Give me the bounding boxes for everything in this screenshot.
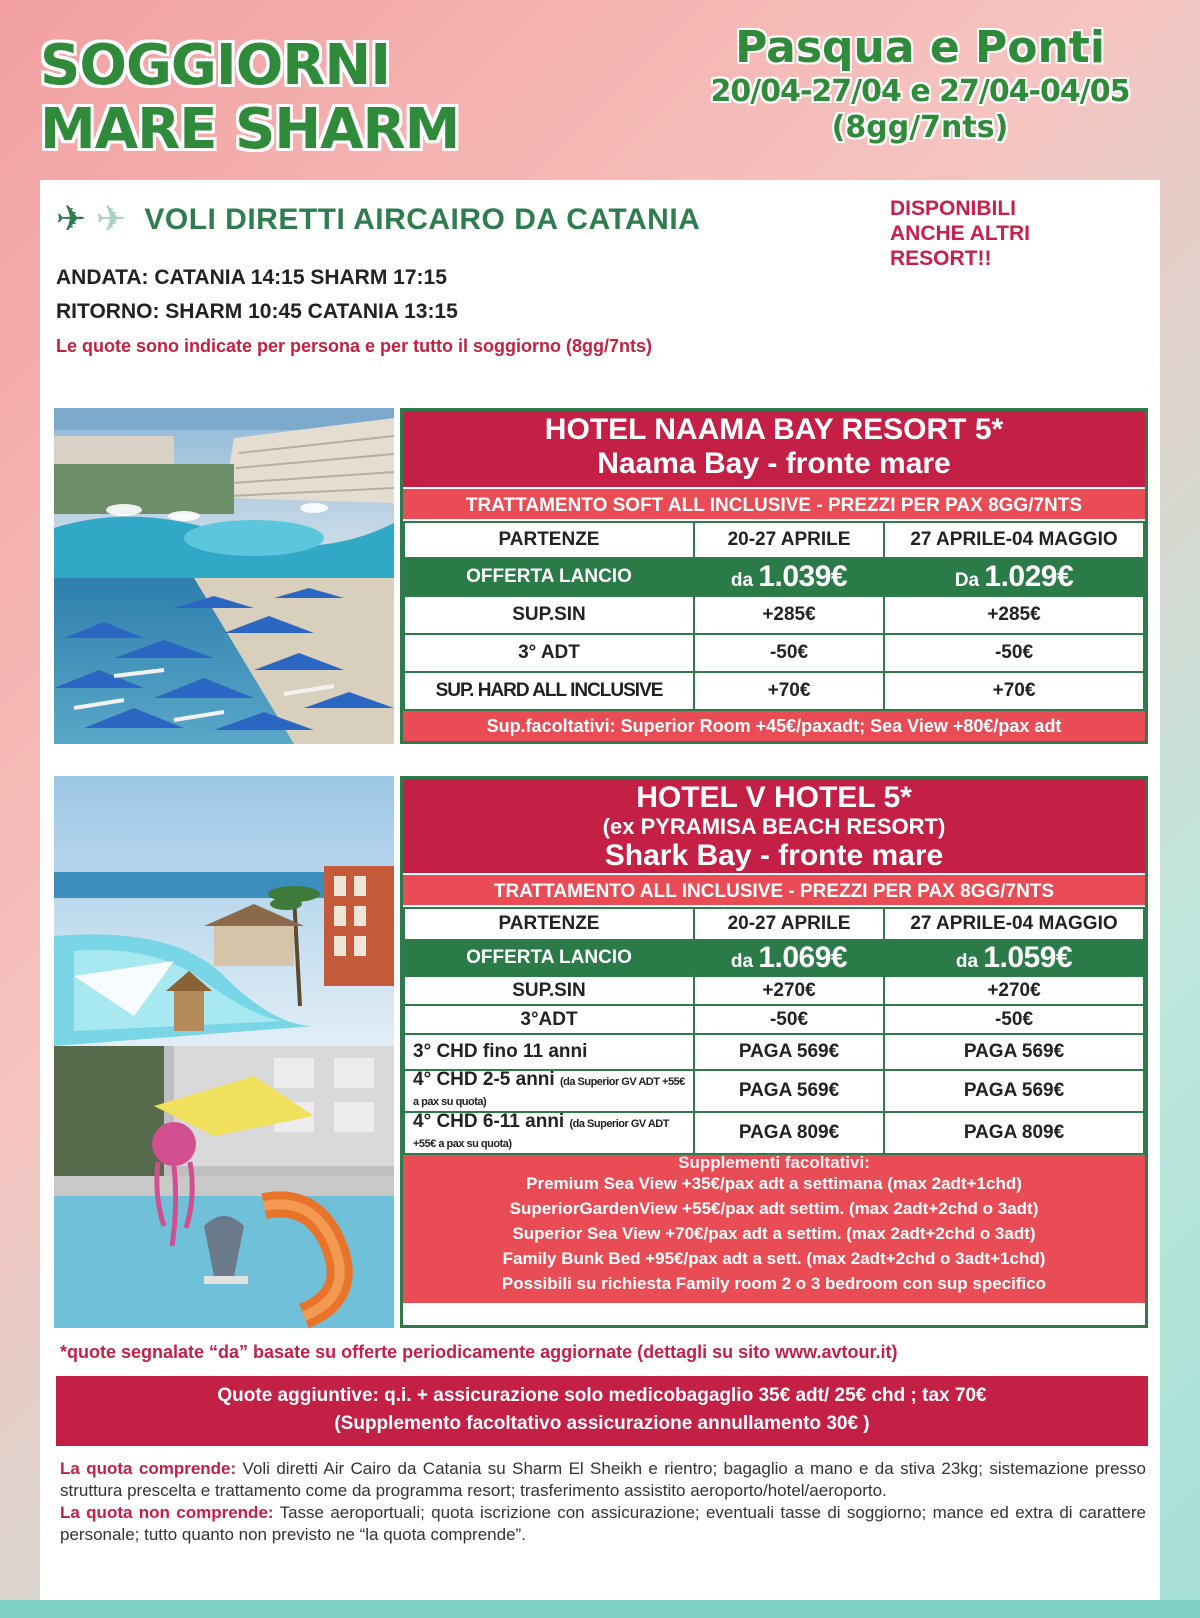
- row-value: PAGA 569€: [884, 1070, 1144, 1112]
- table-header-row: [404, 522, 1144, 558]
- content-panel: [40, 180, 1160, 1600]
- price-table: [403, 907, 1145, 1155]
- chd-note: (da Superior GV ADT +55€ a pax su quota): [413, 1118, 669, 1150]
- row-value: +270€: [694, 976, 884, 1005]
- table-row: [404, 1005, 1144, 1034]
- row-value: PAGA 809€: [694, 1112, 884, 1154]
- offer-price-cell: [884, 558, 1144, 596]
- table-row: [404, 634, 1144, 672]
- hotel-table-v-hotel: [400, 776, 1148, 1328]
- availability-line2: ANCHE ALTRI: [890, 222, 1030, 245]
- column-header: 27 APRILE-04 MAGGIO: [884, 908, 1144, 940]
- outbound-flight: ANDATA: CATANIA 14:15 SHARM 17:15: [56, 266, 447, 289]
- row-value: PAGA 569€: [694, 1070, 884, 1112]
- airplane-icon: ✈: [96, 199, 127, 240]
- includes-label: La quota comprende:: [60, 1459, 237, 1478]
- main-title-line2: MARE SHARM: [40, 97, 460, 162]
- table-header-row: [404, 908, 1144, 940]
- offer-row: [404, 940, 1144, 976]
- offer-label: OFFERTA LANCIO: [404, 558, 694, 596]
- row-label: [404, 1070, 694, 1112]
- treatment-bar: TRATTAMENTO ALL INCLUSIVE - PREZZI PER PAX 8GG/7NTS: [403, 873, 1145, 907]
- row-value: -50€: [884, 634, 1144, 672]
- chd-label: 4° CHD 6-11 anni: [413, 1111, 565, 1132]
- hotel-photo-v-hotel: [54, 776, 394, 1328]
- row-value: +70€: [694, 672, 884, 710]
- hotel-heading: [403, 779, 1145, 873]
- offer-price-cell: [694, 940, 884, 976]
- supplements-title: Supplementi facoltativi:: [678, 1155, 870, 1172]
- price-prefix: da: [730, 570, 754, 591]
- row-value: +270€: [884, 976, 1144, 1005]
- hotel-location: Shark Bay - fronte mare: [604, 839, 944, 872]
- period-title: Pasqua e Ponti: [735, 22, 1105, 73]
- bottom-strip: [0, 1600, 1200, 1618]
- hotel-naama-bay: [54, 408, 1148, 744]
- price-prefix: da: [955, 951, 979, 972]
- flights-title: VOLI DIRETTI AIRCAIRO DA CATANIA: [144, 203, 701, 236]
- row-value: -50€: [694, 634, 884, 672]
- column-header: 20-27 APRILE: [694, 908, 884, 940]
- period-box: [680, 22, 1160, 146]
- table-row: [404, 1034, 1144, 1070]
- excludes-paragraph: [60, 1502, 1146, 1546]
- hotel-name: HOTEL V HOTEL 5*: [636, 781, 912, 814]
- hotel-former-name: (ex PYRAMISA BEACH RESORT): [602, 814, 946, 839]
- supplement-line: Superior Sea View +70€/pax adt a settim. (max 2adt+2chd o 3adt): [512, 1224, 1036, 1243]
- offer-price-cell: [694, 558, 884, 596]
- availability-line3: RESORT!!: [890, 247, 992, 270]
- excludes-text: Tasse aeroportuali; quota iscrizione con assicurazione; eventuali tasse di soggiorno; mance ed extra di carattere personale; tutto quanto non previsto ne “la quota comprende”.: [60, 1503, 1146, 1544]
- flights-header: [56, 199, 701, 240]
- column-header: PARTENZE: [404, 908, 694, 940]
- price-prefix: da: [730, 951, 754, 972]
- row-label: SUP.SIN: [404, 596, 694, 634]
- availability-line1: DISPONIBILI: [890, 197, 1017, 220]
- chd-label: 4° CHD 2-5 anni: [413, 1069, 555, 1090]
- table-row: [404, 1112, 1144, 1154]
- extra-quotes-line2: (Supplemento facoltativo assicurazione annullamento 30€ ): [334, 1413, 870, 1434]
- row-value: PAGA 809€: [884, 1112, 1144, 1154]
- offer-price: 1.069€: [758, 941, 848, 974]
- price-note: Le quote sono indicate per persona e per tutto il soggiorno (8gg/7nts): [56, 336, 653, 356]
- hotel-table-naama-bay: [400, 408, 1148, 744]
- offer-price: 1.039€: [758, 560, 848, 593]
- hotel-location: Naama Bay - fronte mare: [597, 447, 951, 480]
- price-table: [403, 521, 1145, 711]
- price-prefix: Da: [954, 570, 980, 591]
- row-value: PAGA 569€: [884, 1034, 1144, 1070]
- offer-price: 1.059€: [983, 941, 1073, 974]
- row-value: +285€: [884, 596, 1144, 634]
- period-duration: (8gg/7nts): [831, 110, 1009, 145]
- terms-block: [60, 1458, 1146, 1546]
- column-header: PARTENZE: [404, 522, 694, 558]
- airplane-icon: ✈: [56, 199, 87, 240]
- disclaimer: *quote segnalate “da” basate su offerte periodicamente aggiornate (dettagli su sito www.avtour.it): [60, 1342, 898, 1362]
- row-value: -50€: [694, 1005, 884, 1034]
- table-row: [404, 976, 1144, 1005]
- row-label: 3° CHD fino 11 anni: [404, 1034, 694, 1070]
- supplements-bar: Sup.facoltativi: Superior Room +45€/paxadt; Sea View +80€/pax adt: [403, 711, 1145, 741]
- column-header: 27 APRILE-04 MAGGIO: [884, 522, 1144, 558]
- row-label: SUP.SIN: [404, 976, 694, 1005]
- chd-note: (da Superior GV ADT +55€ a pax su quota): [413, 1076, 685, 1108]
- excludes-label: La quota non comprende:: [60, 1503, 274, 1522]
- return-flight: RITORNO: SHARM 10:45 CATANIA 13:15: [56, 300, 458, 323]
- offer-price: 1.029€: [984, 560, 1074, 593]
- supplement-line: Possibili su richiesta Family room 2 o 3 bedroom con sup specifico: [501, 1274, 1047, 1293]
- extra-quotes-box: [56, 1376, 1148, 1446]
- period-dates: 20/04-27/04 e 27/04-04/05: [710, 74, 1130, 109]
- offer-label: OFFERTA LANCIO: [404, 940, 694, 976]
- row-label: [404, 1112, 694, 1154]
- hotel-heading: [403, 411, 1145, 487]
- hotel-name: HOTEL NAAMA BAY RESORT 5*: [544, 413, 1004, 446]
- table-row: [404, 596, 1144, 634]
- row-value: -50€: [884, 1005, 1144, 1034]
- treatment-bar: TRATTAMENTO SOFT ALL INCLUSIVE - PREZZI PER PAX 8GG/7NTS: [403, 487, 1145, 521]
- includes-paragraph: [60, 1458, 1146, 1502]
- row-label: 3°ADT: [404, 1005, 694, 1034]
- row-value: +285€: [694, 596, 884, 634]
- row-label: 3° ADT: [404, 634, 694, 672]
- main-title-line1: SOGGIORNI: [40, 33, 391, 98]
- hotel-photo-naama-bay: [54, 408, 394, 744]
- column-header: 20-27 APRILE: [694, 522, 884, 558]
- table-row: [404, 1070, 1144, 1112]
- row-value: PAGA 569€: [694, 1034, 884, 1070]
- main-title: [40, 34, 540, 162]
- offer-row: [404, 558, 1144, 596]
- supplement-line: SuperiorGardenView +55€/pax adt settim. (max 2adt+2chd o 3adt): [509, 1199, 1039, 1218]
- includes-text: Voli diretti Air Cairo da Catania su Sharm El Sheikh e rientro; bagaglio a mano e da stiva 23kg; sistemazione presso struttura prescelta e trattamento come da programma resort; trasferimento assistito aeroporto/hotel/aeroporto.: [60, 1459, 1146, 1500]
- supplements-block: [403, 1155, 1145, 1303]
- offer-price-cell: [884, 940, 1144, 976]
- row-label: SUP. HARD ALL INCLUSIVE: [404, 672, 694, 710]
- row-value: +70€: [884, 672, 1144, 710]
- table-row: [404, 672, 1144, 710]
- supplement-line: Family Bunk Bed +95€/pax adt a sett. (max 2adt+2chd o 3adt+1chd): [502, 1249, 1046, 1268]
- supplement-line: Premium Sea View +35€/pax adt a settimana (max 2adt+1chd): [526, 1174, 1022, 1193]
- hotel-v-hotel: [54, 776, 1148, 1328]
- extra-quotes-line1: Quote aggiuntive: q.i. + assicurazione solo medicobagaglio 35€ adt/ 25€ chd ; tax 70€: [217, 1385, 987, 1406]
- availability-note: [890, 196, 1090, 271]
